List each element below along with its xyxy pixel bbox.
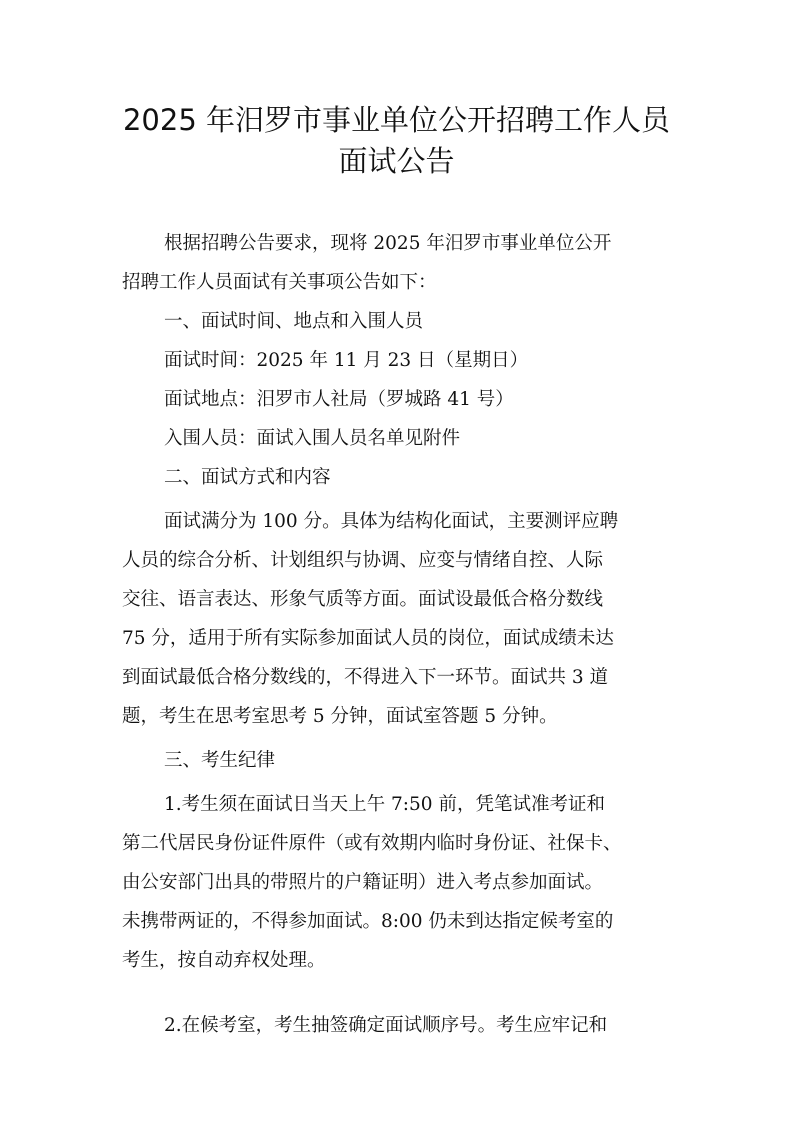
section-2-line: 到面试最低合格分数线的，不得进入下一环节。面试共 3 道 bbox=[122, 667, 609, 688]
intro-line-2: 招聘工作人员面试有关事项公告如下： bbox=[122, 272, 437, 293]
section-2-line: 题，考生在思考室思考 5 分钟，面试室答题 5 分钟。 bbox=[122, 706, 558, 727]
interview-place: 面试地点：汨罗市人社局（罗城路 41 号） bbox=[164, 389, 514, 410]
section-2-line: 人员的综合分析、计划组织与协调、应变与情绪自控、人际 bbox=[122, 550, 604, 571]
section-2-line: 交往、语言表达、形象气质等方面。面试设最低合格分数线 bbox=[122, 589, 604, 610]
section-1-heading: 一、面试时间、地点和入围人员 bbox=[164, 311, 424, 332]
interview-candidates: 入围人员：面试入围人员名单见附件 bbox=[164, 428, 461, 449]
section-2-line: 75 分，适用于所有实际参加面试人员的岗位，面试成绩未达 bbox=[122, 628, 614, 649]
section-3-item-1-line: 1.考生须在面试日当天上午 7:50 前，凭笔试准考证和 bbox=[164, 794, 605, 815]
intro-line-1: 根据招聘公告要求，现将 2025 年汨罗市事业单位公开 bbox=[164, 233, 612, 254]
section-3-item-1-line: 由公安部门出具的带照片的户籍证明）进入考点参加面试。 bbox=[122, 872, 604, 893]
document-title-line-2: 面试公告 bbox=[338, 144, 455, 178]
interview-time: 面试时间：2025 年 11 月 23 日（星期日） bbox=[164, 350, 529, 371]
section-3-item-1-line: 考生，按自动弃权处理。 bbox=[122, 950, 326, 971]
document-title-line-1: 2025 年汨罗市事业单位公开招聘工作人员 bbox=[122, 103, 671, 137]
section-2-heading: 二、面试方式和内容 bbox=[164, 467, 331, 488]
section-3-heading: 三、考生纪律 bbox=[164, 750, 276, 771]
section-2-line: 面试满分为 100 分。具体为结构化面试，主要测评应聘 bbox=[164, 511, 619, 532]
section-3-item-1-line: 第二代居民身份证件原件（或有效期内临时身份证、社保卡、 bbox=[122, 833, 622, 854]
section-3-item-1-line: 未携带两证的，不得参加面试。8:00 仍未到达指定候考室的 bbox=[122, 911, 614, 932]
section-3-item-2-line: 2.在候考室，考生抽签确定面试顺序号。考生应牢记和 bbox=[164, 1015, 608, 1036]
